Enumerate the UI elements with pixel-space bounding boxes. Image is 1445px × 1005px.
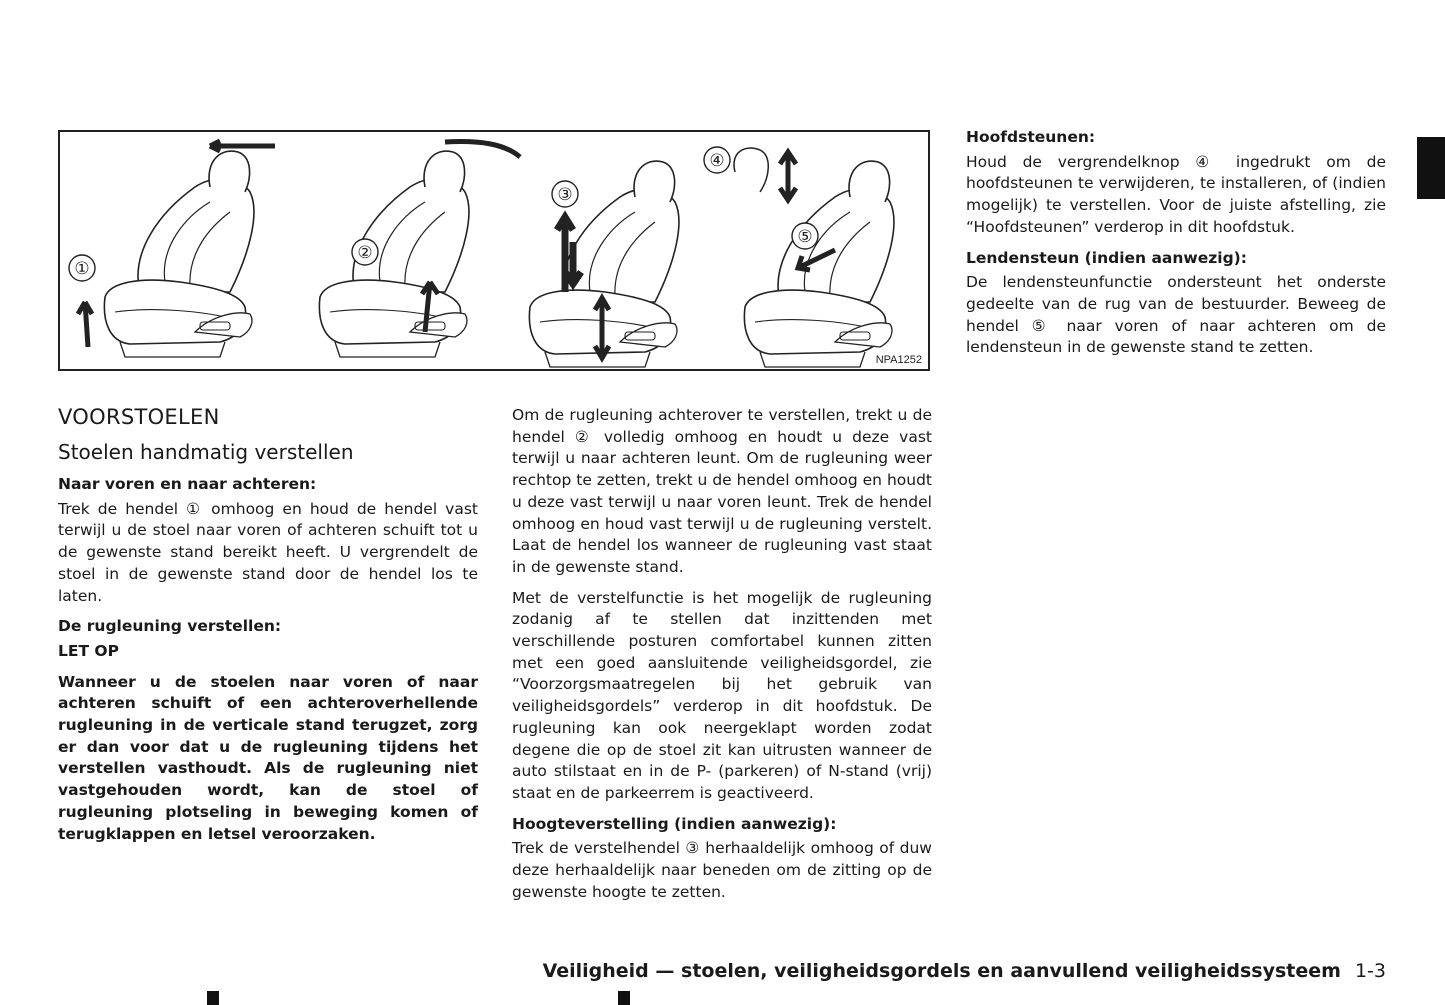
paragraph: Trek de hendel ① omhoog en houd de hendel vast terwijl u de stoel naar voren of achteren schuift tot u de gewenste stand bereikt heeft. U vergrendelt de stoel in de gewenste stand door de hendel los te laten. — [58, 499, 478, 605]
caution-label: LET OP — [58, 641, 119, 660]
subsection-title: De rugleuning verstellen: — [58, 617, 282, 636]
subsection-title: Lendensteun (indien aanwezig): — [966, 248, 1247, 267]
subsection-title: Hoofdsteunen: — [966, 128, 1096, 146]
paragraph: Houd de vergrendelknop ④ ingedrukt om de hoofdsteunen te verwijderen, te installeren, of (indien mogelijk) te verstellen. Voor de juiste afstelling, zie “Hoofdsteunen” verderop in dit hoofdstuk. — [966, 152, 1386, 236]
paragraph: Met de verstelfunctie is het mogelijk de rugleuning zodanig af te stellen dat inzittenden met verschillende posturen comfortabel kunnen zitten met een goed aansluitende veiligheidsgordel, zie “Voorzorgsmaatregelen bij het gebruik van veiligheidsgordels” verderop in dit hoofdstuk. De rugleuning kan ook neergeklapt worden zodat degene die op de stoel zit kan uitrusten wanneer de auto stilstaat en in de P- (parkeren) of N-stand (vrij) staat en de parkeerrem is geactiveerd. — [512, 588, 932, 802]
column-2 — [512, 405, 932, 912]
subsection-title: Naar voren en naar achteren: — [58, 475, 317, 493]
column-1 — [58, 403, 478, 854]
paragraph: Om de rugleuning achterover te verstellen, trekt u de hendel ② volledig omhoog en houdt u deze vast terwijl u naar achteren leunt. Om de rugleuning weer rechtop te zetten, trekt u de hendel omhoog en houdt u deze vast terwijl u naar voren leunt. Trek de hendel omhoog en houd vast terwijl u de rugleuning verstelt. Laat de hendel los wanneer de rugleuning vast staat in de gewenste stand. — [512, 406, 932, 576]
seat-2-drawing — [319, 151, 469, 357]
page-number: 1-3 — [1354, 960, 1386, 982]
lever-1-arrow — [78, 302, 92, 347]
paragraph: Trek de verstelhendel ③ herhaaldelijk omhoog of duw deze herhaaldelijk naar beneden om de zitting op de gewenste hoogte te zetten. — [512, 839, 932, 901]
svg-text:⑤: ⑤ — [797, 227, 813, 246]
footer-title: Veiligheid — stoelen, veiligheidsgordels en aanvullend veiligheidssysteem — [542, 960, 1341, 982]
headrest-arrow — [780, 152, 796, 200]
slide-arrow — [210, 141, 275, 151]
svg-text:④: ④ — [709, 151, 725, 170]
seat-adjustment-illustration — [58, 130, 930, 371]
crop-mark — [618, 991, 630, 1005]
svg-text:①: ① — [74, 259, 90, 278]
subsection-title: Hoogteverstelling (indien aanwezig): — [512, 814, 837, 833]
section-heading: VOORSTOELEN — [58, 405, 220, 429]
paragraph: De lendensteunfunctie ondersteunt het onderste gedeelte van de rug van de bestuurder. Beweeg de hendel ⑤ naar voren of naar achteren om de lendensteun in de gewenste stand te zetten. — [966, 273, 1386, 357]
chapter-tab-marker — [1417, 137, 1445, 199]
column-3 — [966, 127, 1386, 368]
svg-text:②: ② — [357, 243, 373, 262]
svg-text:③: ③ — [557, 185, 573, 204]
crop-mark — [207, 991, 219, 1005]
headrest-detail — [734, 148, 768, 192]
seat-drawings — [60, 132, 928, 369]
figure-code: NPA1252 — [875, 354, 922, 366]
seat-1-drawing — [104, 151, 254, 357]
seat-4-drawing — [744, 161, 894, 367]
page-footer — [543, 958, 1386, 984]
caution-text: Wanneer u de stoelen naar voren of naar achteren schuift of een achteroverhellende rugleuning in de verticale stand terugzet, zorg er dan voor dat u de rugleuning tijdens het verstellen vasthoudt. Als de rugleuning niet vastgehouden wordt, kan de stoel of rugleuning plotseling in beweging komen of terugklappen en letsel veroorzaken. — [58, 672, 478, 843]
section-subheading: Stoelen handmatig verstellen — [58, 440, 354, 464]
